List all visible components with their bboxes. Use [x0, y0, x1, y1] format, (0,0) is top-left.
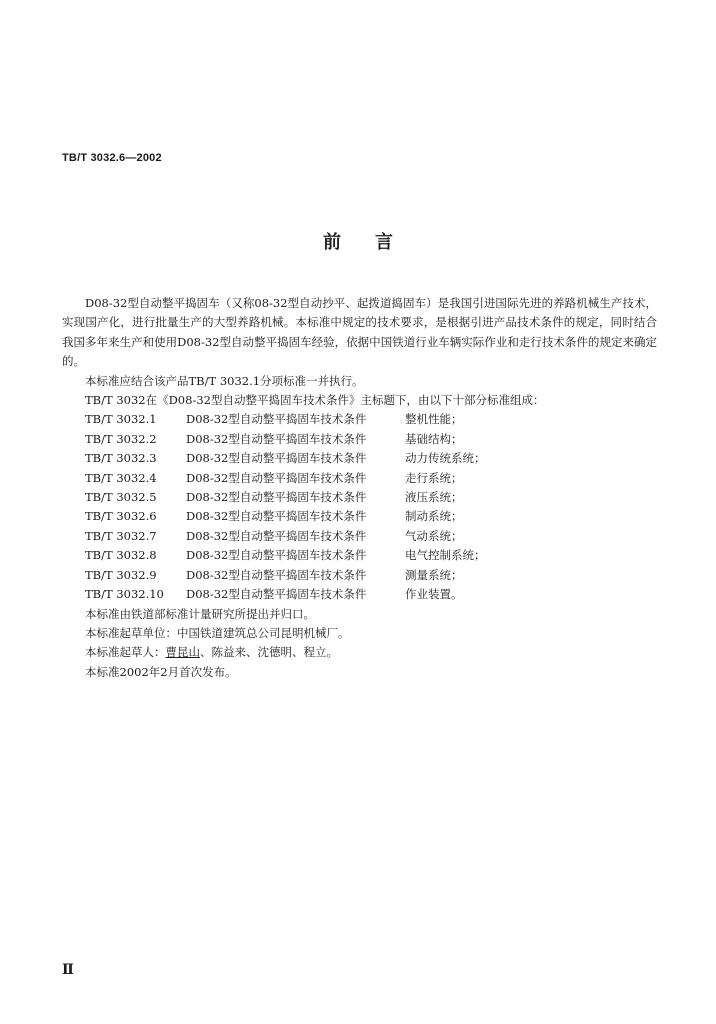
- part-topic: 整机性能；: [405, 412, 463, 427]
- list-item: [62, 410, 657, 429]
- drafters-rest: 、陈益来、沈德明、程立。: [200, 645, 338, 660]
- part-code: TB/T 3032.1: [85, 412, 157, 427]
- part-code: TB/T 3032.2: [85, 431, 157, 446]
- part-code: TB/T 3032.3: [85, 451, 157, 466]
- drafters: [62, 643, 657, 662]
- part-code: TB/T 3032.4: [85, 470, 157, 485]
- list-item: [62, 507, 657, 526]
- issue-date: 本标准2002年2月首次发布。: [85, 664, 237, 679]
- list-item: [62, 449, 657, 468]
- list-item: [62, 585, 657, 604]
- part-name: D08-32型自动整平捣固车技术条件: [186, 528, 367, 543]
- drafting-unit: 本标准起草单位：中国铁道建筑总公司昆明机械厂。: [85, 625, 350, 640]
- standard-number: TB/T 3032.6—2002: [62, 152, 162, 164]
- part-name: D08-32型自动整平捣固车技术条件: [186, 451, 367, 466]
- page-title: 前言: [323, 232, 427, 253]
- part-topic: 基础结构；: [405, 431, 463, 446]
- list-item: [62, 469, 657, 488]
- structure-paragraph: TB/T 3032在《D08-32型自动整平捣固车技术条件》主标题下，由以下十部分标准组成：: [85, 393, 545, 408]
- drafters-prefix: 本标准起草人：: [85, 645, 166, 660]
- part-code: TB/T 3032.6: [85, 509, 157, 524]
- part-topic: 气动系统；: [405, 528, 463, 543]
- parts-list: [62, 410, 657, 604]
- part-code: TB/T 3032.9: [85, 567, 157, 582]
- part-name: D08-32型自动整平捣固车技术条件: [186, 548, 367, 563]
- usage-paragraph: 本标准应结合该产品TB/T 3032.1分项标准一并执行。: [85, 373, 364, 388]
- part-topic: 电气控制系统；: [405, 548, 486, 563]
- part-code: TB/T 3032.8: [85, 548, 157, 563]
- part-topic: 测量系统；: [405, 567, 463, 582]
- part-name: D08-32型自动整平捣固车技术条件: [186, 470, 367, 485]
- part-name: D08-32型自动整平捣固车技术条件: [186, 412, 367, 427]
- part-name: D08-32型自动整平捣固车技术条件: [186, 431, 367, 446]
- foreword-body: [62, 294, 657, 682]
- intro-paragraph: D08-32型自动整平捣固车（又称08-32型自动抄平、起拨道捣固车）是我国引进国际先进的养路机械生产技术，实现国产化，进行批量生产的大型养路机械。本标准中规定的技术要求，是根据引进产品技术条件的规定，同时结合我国多年来生产和使用D08-32型自动整平捣固车经验，依据中国铁道行业车辆实际作业和走行技术条件的规定来确定的。: [62, 296, 657, 369]
- part-topic: 动力传统系统；: [405, 451, 486, 466]
- list-item: [62, 430, 657, 449]
- part-code: TB/T 3032.7: [85, 528, 157, 543]
- part-name: D08-32型自动整平捣固车技术条件: [186, 567, 367, 582]
- part-name: D08-32型自动整平捣固车技术条件: [186, 587, 367, 602]
- list-item: [62, 546, 657, 565]
- page-number: Ⅱ: [62, 962, 74, 978]
- part-code: TB/T 3032.5: [85, 490, 157, 505]
- part-topic: 作业装置。: [405, 587, 463, 602]
- part-code: TB/T 3032.10: [85, 587, 164, 602]
- part-name: D08-32型自动整平捣固车技术条件: [186, 490, 367, 505]
- proposed-by: 本标准由铁道部标准计量研究所提出并归口。: [85, 606, 315, 621]
- part-topic: 制动系统；: [405, 509, 463, 524]
- list-item: [62, 527, 657, 546]
- list-item: [62, 566, 657, 585]
- list-item: [62, 488, 657, 507]
- drafter-first: 曹昆山: [165, 645, 200, 660]
- part-topic: 走行系统；: [405, 470, 463, 485]
- part-name: D08-32型自动整平捣固车技术条件: [186, 509, 367, 524]
- part-topic: 液压系统；: [405, 490, 463, 505]
